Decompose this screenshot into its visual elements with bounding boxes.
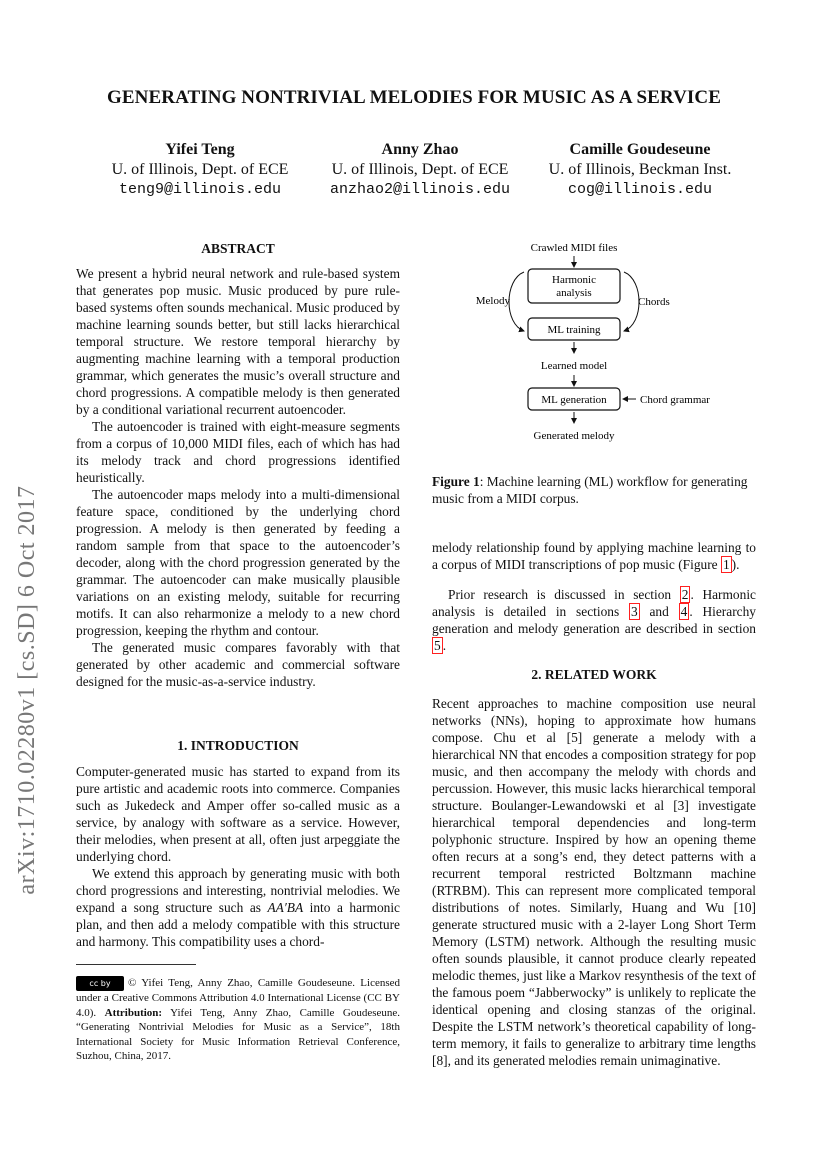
figure-caption-text: : Machine learning (ML) workflow for generating music from a MIDI corpus. [432,474,748,506]
author-3 [535,140,745,200]
intro-text: Prior research is discussed in section [448,587,680,602]
figure-ref-link[interactable]: 1 [722,557,730,572]
attribution-label: Attribution: [104,1006,163,1019]
footnote-rule [76,964,196,965]
abstract-heading: ABSTRACT [201,241,275,256]
arrow-melody [509,272,524,331]
cc-by-license-icon: cc by [76,976,124,991]
node-harmonic-analysis-line1: Harmonic [552,274,596,286]
abstract-body [76,265,400,690]
node-ml-training: ML training [547,324,601,336]
section-ref-link[interactable]: 4 [680,604,688,619]
intro-text: . Hierarchy generation and melody generation are described in section [432,604,757,636]
related-work-heading: 2. RELATED WORK [531,667,657,682]
related-work-paragraph: Recent approaches to machine composition use neural networks (NNs), hoping to approximate how humans compose. Chu et al [5] generate a melody with a hierarchical NN that encodes a composition strategy for pop music, and then accompany the melody with chords and percussion. However, this music lacks hierarchical temporal structure. Boulanger-Lewandowski et al [3] investigate hierarchical temporal dependencies and long-term polyphonic structure. Inspired by how an opening theme often recurs at a song’s end, they detect patterns with a recurrent temporal restricted Boltzmann machine (RTRBM). This can represent more complicated temporal distributions of notes. Similarly, Huang and Wu [10] generate structured music with a 2-layer Long Short Term Memory (LSTM) network. Although the resulting music often sounds plausible, it cannot produce clearly repeated melodic themes, just like a Markov resynthesis of the text of the famous poem “Jabberwocky” is unlikely to replicate the identical opening and closing stanzas of the original. Despite the LSTM network’s theoretical capability of long-term memory, it fails to generalize to arbitrary time lengths [8], and its generated melodies remain unimaginative. [432,696,756,1068]
author-name: Anny Zhao [381,141,459,158]
intro-paragraph: Computer-generated music has started to expand from its pure artistic and academic roots into commerce. Companies such as Jukedeck and Amper offer so-called music as a service, by analogy with software as a service. However, their melodies, when present at all, often just arpeggiate the underlying chord. [76,764,400,864]
intro-text: . Harmonic analysis is detailed in sections [432,587,756,619]
node-chord-grammar: Chord grammar [640,394,710,406]
abstract-paragraph: We present a hybrid neural network and rule-based system that generates pop music. Music produced by pure rule-based systems often sounds mechanical. Music produced by machine learning sounds better, but still lacks hierarchical temporal structure. We restore temporal hierarchy by augmenting machine learning with a temporal production grammar, which generates the music’s overall structure and chord progressions. A compatible melody is then generated by a conditional variational recurrent autoencoder. [76,266,400,417]
footnote-text: © Yifei Teng, Anny Zhao, Camille Goudeseune. Licensed under a Creative Commons Attribution 4.0 International License (CC BY 4.0). [76,977,400,1019]
section-ref-link[interactable]: 5 [434,638,441,653]
node-ml-generation: ML generation [541,394,607,406]
figure-1 [432,236,756,446]
intro-text: We extend this approach by generating music with both chord progressions and interesting, nontrivial melodies. We expand a song structure such as [76,866,400,915]
abstract-paragraph: The autoencoder maps melody into a multi-dimensional feature space, conditioned by the underlying chord progression. A melody is then generated by feeding a random sample from that space to the autoencoder’s decoder, along with the chord progression generated by the grammar. The autoencoder can make musically plausible variations on an existing melody, suitable for recurring motifs. It can also reharmonize a melody to a new chord progression, keeping the rhythm and contour. [76,487,400,638]
related-work-body [432,695,756,1069]
intro-paragraph [432,586,756,654]
intro-text: and [639,604,679,619]
intro-text: melody relationship found by applying machine learning to a corpus of MIDI transcriptions of pop music (Figure [432,540,756,572]
song-structure-math: AA′BA [267,900,304,915]
arxiv-side-label: arXiv:1710.02280v1 [cs.SD] 6 Oct 2017 [14,485,40,895]
intro-text: ). [731,557,740,572]
intro-heading: 1. INTRODUCTION [177,738,299,753]
footnote-text: Yifei Teng, Anny Zhao, Camille Goudeseune. “Generating Nontrivial Melodies for Music as a Service”, 18th International Society for Music Information Retrieval Conference, Suzhou, China, 2017. [76,1006,401,1062]
author-email[interactable]: cog@illinois.edu [567,181,713,198]
label-chords: Chords [638,296,670,308]
paper-title: GENERATING NONTRIVIAL MELODIES FOR MUSIC AS A SERVICE [107,87,721,108]
abstract-paragraph: The generated music compares favorably with that generated by other academic and commercial software designed for the music-as-a-service industry. [76,640,400,689]
ml-workflow-diagram [432,236,756,446]
intro-body [76,763,400,950]
author-affiliation: U. of Illinois, Dept. of ECE [331,161,509,178]
author-name: Yifei Teng [165,141,235,158]
author-2 [310,140,530,200]
intro-paragraph [432,539,756,573]
author-1 [100,140,300,200]
node-generated-melody: Generated melody [533,430,615,442]
node-crawled-midi: Crawled MIDI files [530,242,618,254]
node-harmonic-analysis-line2: analysis [556,287,592,299]
node-learned-model: Learned model [540,360,608,372]
author-affiliation: U. of Illinois, Beckman Inst. [548,161,732,178]
intro-paragraph [76,865,400,950]
author-email[interactable]: teng9@illinois.edu [118,181,282,198]
author-name: Camille Goudeseune [569,141,711,158]
arrow-chords [624,272,639,331]
section-ref-link[interactable]: 3 [630,604,638,619]
label-melody: Melody [475,295,510,307]
intro-text: into a harmonic plan, and then add a melody compatible with this structure and harmony. This compatibility uses a chord- [76,900,400,949]
right-intro-body [432,539,756,654]
section-ref-link[interactable]: 2 [681,587,689,602]
abstract-paragraph: The autoencoder is trained with eight-measure segments from a corpus of 10,000 MIDI files, each of which has had its melody track and chord progressions identified heuristically. [76,419,400,485]
footnote [76,976,400,1064]
author-email[interactable]: anzhao2@illinois.edu [329,181,511,198]
figure-1-caption [432,473,756,507]
figure-caption-label: Figure 1 [432,474,480,489]
intro-text: . [442,638,447,653]
author-affiliation: U. of Illinois, Dept. of ECE [111,161,289,178]
